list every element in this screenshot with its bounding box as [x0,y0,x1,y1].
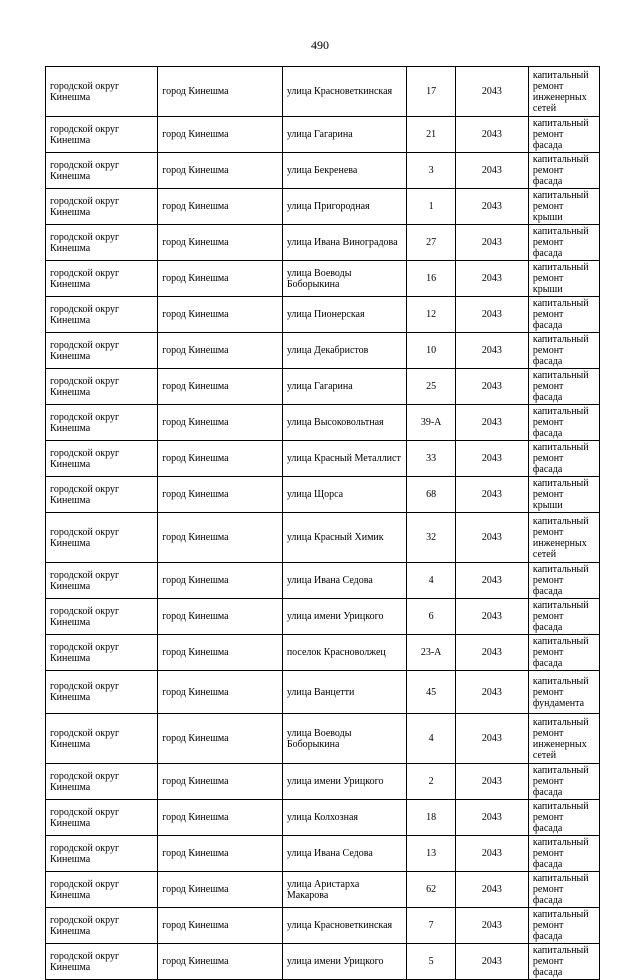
settlement-cell: город Кинешма [158,513,283,563]
year-cell: 2043 [455,563,528,599]
settlement-cell: город Кинешма [158,297,283,333]
municipality-cell: городской округ Кинешма [46,441,158,477]
year-cell: 2043 [455,261,528,297]
table-row [46,297,600,333]
table-row [46,635,600,671]
work-type-cell: капитальный ремонт фасада [528,225,599,261]
municipality-cell: городской округ Кинешма [46,764,158,800]
house-number-cell: 21 [407,117,455,153]
street-cell: улица Высоковольтная [282,405,407,441]
year-cell: 2043 [455,764,528,800]
year-cell: 2043 [455,189,528,225]
municipality-cell: городской округ Кинешма [46,635,158,671]
settlement-cell: город Кинешма [158,441,283,477]
municipality-cell: городской округ Кинешма [46,800,158,836]
street-cell: улица Аристарха Макарова [282,872,407,908]
municipality-cell: городской округ Кинешма [46,369,158,405]
street-cell: улица Гагарина [282,369,407,405]
house-number-cell: 13 [407,836,455,872]
table-row [46,764,600,800]
house-number-cell: 4 [407,714,455,764]
work-type-cell: капитальный ремонт фасада [528,908,599,944]
work-type-cell: капитальный ремонт фасада [528,800,599,836]
table-row [46,671,600,714]
work-type-cell: капитальный ремонт фасада [528,405,599,441]
street-cell: улица имени Урицкого [282,944,407,980]
settlement-cell: город Кинешма [158,563,283,599]
municipality-cell: городской округ Кинешма [46,405,158,441]
house-number-cell: 16 [407,261,455,297]
street-cell: улица Красноветкинская [282,67,407,117]
house-number-cell: 33 [407,441,455,477]
work-type-cell: капитальный ремонт фасада [528,441,599,477]
street-cell: улица Красный Металлист [282,441,407,477]
year-cell: 2043 [455,944,528,980]
work-type-cell: капитальный ремонт инженерных сетей [528,513,599,563]
table-row [46,872,600,908]
municipality-cell: городской округ Кинешма [46,563,158,599]
street-cell: улица Щорса [282,477,407,513]
year-cell: 2043 [455,441,528,477]
settlement-cell: город Кинешма [158,872,283,908]
settlement-cell: город Кинешма [158,635,283,671]
settlement-cell: город Кинешма [158,671,283,714]
house-number-cell: 2 [407,764,455,800]
settlement-cell: город Кинешма [158,477,283,513]
year-cell: 2043 [455,908,528,944]
municipality-cell: городской округ Кинешма [46,297,158,333]
municipality-cell: городской округ Кинешма [46,189,158,225]
table-row [46,441,600,477]
settlement-cell: город Кинешма [158,836,283,872]
municipality-cell: городской округ Кинешма [46,225,158,261]
settlement-cell: город Кинешма [158,369,283,405]
street-cell: улица Бекренева [282,153,407,189]
work-type-cell: капитальный ремонт фундамента [528,671,599,714]
work-type-cell: капитальный ремонт фасада [528,153,599,189]
settlement-cell: город Кинешма [158,764,283,800]
work-type-cell: капитальный ремонт инженерных сетей [528,67,599,117]
year-cell: 2043 [455,477,528,513]
municipality-cell: городской округ Кинешма [46,333,158,369]
house-number-cell: 17 [407,67,455,117]
year-cell: 2043 [455,369,528,405]
settlement-cell: город Кинешма [158,333,283,369]
settlement-cell: город Кинешма [158,67,283,117]
street-cell: улица Воеводы Боборыкина [282,714,407,764]
street-cell: улица Красноветкинская [282,908,407,944]
year-cell: 2043 [455,297,528,333]
year-cell: 2043 [455,872,528,908]
street-cell: улица Ивана Седова [282,563,407,599]
municipality-cell: городской округ Кинешма [46,513,158,563]
work-type-cell: капитальный ремонт фасада [528,563,599,599]
work-type-cell: капитальный ремонт крыши [528,477,599,513]
house-number-cell: 32 [407,513,455,563]
street-cell: улица Пригородная [282,189,407,225]
table-row [46,714,600,764]
street-cell: улица Воеводы Боборыкина [282,261,407,297]
house-number-cell: 27 [407,225,455,261]
street-cell: улица Декабристов [282,333,407,369]
year-cell: 2043 [455,836,528,872]
table-row [46,477,600,513]
municipality-cell: городской округ Кинешма [46,117,158,153]
house-number-cell: 7 [407,908,455,944]
settlement-cell: город Кинешма [158,800,283,836]
year-cell: 2043 [455,225,528,261]
municipality-cell: городской округ Кинешма [46,671,158,714]
municipality-cell: городской округ Кинешма [46,836,158,872]
settlement-cell: город Кинешма [158,261,283,297]
house-number-cell: 45 [407,671,455,714]
table-row [46,513,600,563]
house-number-cell: 4 [407,563,455,599]
work-type-cell: капитальный ремонт фасада [528,369,599,405]
work-type-cell: капитальный ремонт фасада [528,599,599,635]
year-cell: 2043 [455,800,528,836]
settlement-cell: город Кинешма [158,599,283,635]
work-type-cell: капитальный ремонт крыши [528,261,599,297]
house-number-cell: 68 [407,477,455,513]
table-row [46,836,600,872]
table-row [46,369,600,405]
settlement-cell: город Кинешма [158,714,283,764]
street-cell: улица Ивана Седова [282,836,407,872]
house-number-cell: 1 [407,189,455,225]
work-type-cell: капитальный ремонт фасада [528,117,599,153]
house-number-cell: 10 [407,333,455,369]
street-cell: улица имени Урицкого [282,599,407,635]
table-row [46,67,600,117]
table-row [46,908,600,944]
settlement-cell: город Кинешма [158,117,283,153]
street-cell: улица Красный Химик [282,513,407,563]
settlement-cell: город Кинешма [158,908,283,944]
table-row [46,225,600,261]
work-type-cell: капитальный ремонт крыши [528,189,599,225]
work-type-cell: капитальный ремонт фасада [528,297,599,333]
street-cell: улица Пионерская [282,297,407,333]
work-type-cell: капитальный ремонт фасада [528,944,599,980]
municipality-cell: городской округ Кинешма [46,872,158,908]
year-cell: 2043 [455,635,528,671]
year-cell: 2043 [455,599,528,635]
table-row [46,189,600,225]
municipality-cell: городской округ Кинешма [46,714,158,764]
year-cell: 2043 [455,153,528,189]
settlement-cell: город Кинешма [158,944,283,980]
year-cell: 2043 [455,405,528,441]
house-number-cell: 3 [407,153,455,189]
year-cell: 2043 [455,333,528,369]
page-number: 490 [311,38,329,52]
house-number-cell: 25 [407,369,455,405]
table-row [46,800,600,836]
house-number-cell: 18 [407,800,455,836]
year-cell: 2043 [455,67,528,117]
municipality-cell: городской округ Кинешма [46,944,158,980]
street-cell: поселок Красноволжец [282,635,407,671]
house-number-cell: 5 [407,944,455,980]
work-type-cell: капитальный ремонт фасада [528,836,599,872]
year-cell: 2043 [455,117,528,153]
settlement-cell: город Кинешма [158,153,283,189]
table-row [46,944,600,980]
house-number-cell: 23-А [407,635,455,671]
table-row [46,405,600,441]
house-number-cell: 12 [407,297,455,333]
street-cell: улица имени Урицкого [282,764,407,800]
work-type-cell: капитальный ремонт фасада [528,635,599,671]
house-number-cell: 62 [407,872,455,908]
municipality-cell: городской округ Кинешма [46,908,158,944]
table-row [46,599,600,635]
house-number-cell: 39-А [407,405,455,441]
street-cell: улица Ивана Виноградова [282,225,407,261]
house-number-cell: 6 [407,599,455,635]
table-row [46,261,600,297]
year-cell: 2043 [455,671,528,714]
work-type-cell: капитальный ремонт фасада [528,872,599,908]
work-type-cell: капитальный ремонт инженерных сетей [528,714,599,764]
table-body [46,67,600,980]
street-cell: улица Колхозная [282,800,407,836]
settlement-cell: город Кинешма [158,405,283,441]
municipality-cell: городской округ Кинешма [46,477,158,513]
municipality-cell: городской округ Кинешма [46,67,158,117]
municipality-cell: городской округ Кинешма [46,153,158,189]
settlement-cell: город Кинешма [158,225,283,261]
table-row [46,563,600,599]
municipality-cell: городской округ Кинешма [46,261,158,297]
street-cell: улица Ванцетти [282,671,407,714]
table-row [46,333,600,369]
work-type-cell: капитальный ремонт фасада [528,764,599,800]
work-type-cell: капитальный ремонт фасада [528,333,599,369]
settlement-cell: город Кинешма [158,189,283,225]
street-cell: улица Гагарина [282,117,407,153]
municipality-cell: городской округ Кинешма [46,599,158,635]
table-row [46,117,600,153]
table-row [46,153,600,189]
year-cell: 2043 [455,714,528,764]
repair-schedule-table [45,66,600,980]
year-cell: 2043 [455,513,528,563]
